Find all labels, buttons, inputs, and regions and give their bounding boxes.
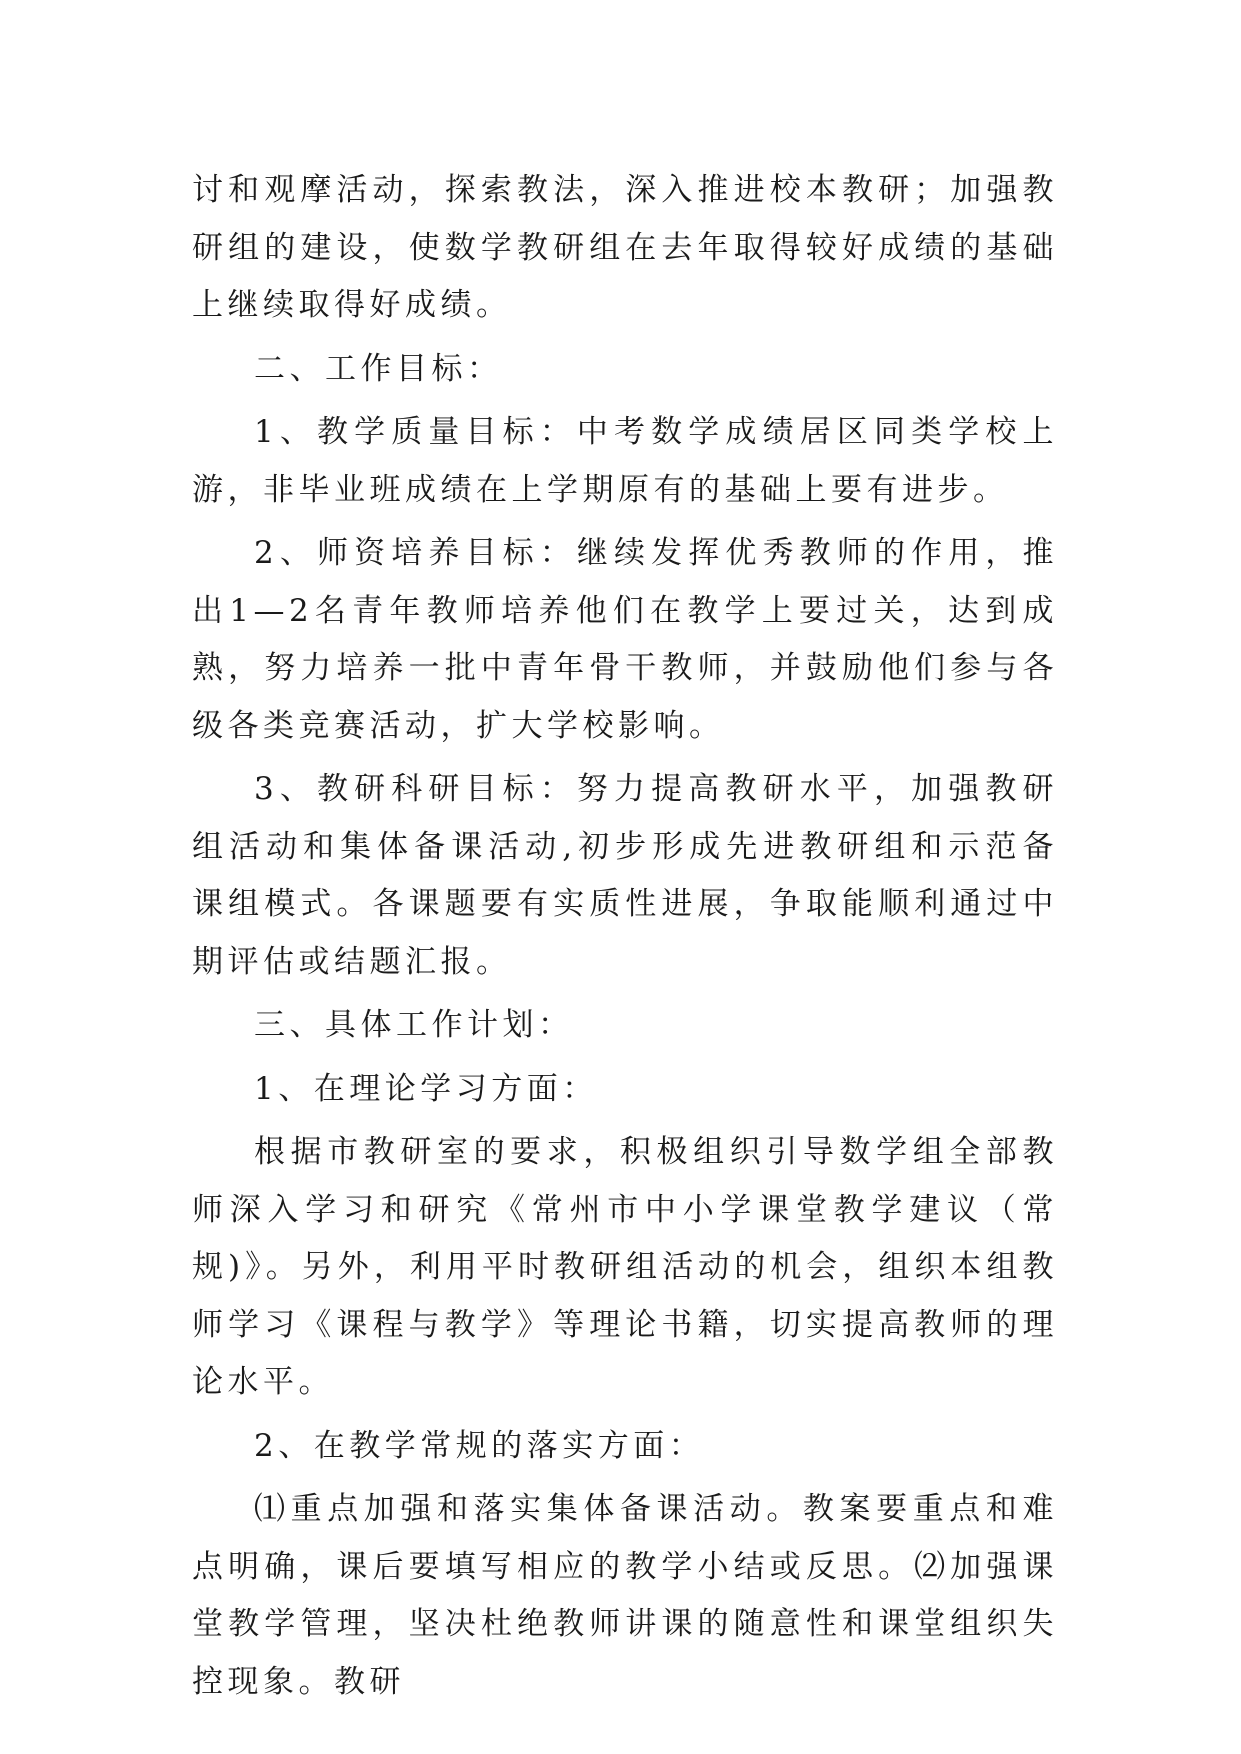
- paragraph-teaching-routine: ⑴重点加强和落实集体备课活动。教案要重点和难点明确，课后要填写相应的教学小结或反思。⑵加强课堂教学管理，坚决杜绝教师讲课的随意性和课堂组织失控现象。教研: [192, 1491, 1058, 1700]
- document-body: [192, 162, 1058, 1717]
- paragraph-teaching-quality-goal: 1、教学质量目标：中考数学成绩居区同类学校上游，非毕业班成绩在上学期原有的基础上要有进步。: [192, 414, 1058, 508]
- paragraph-teacher-training-goal: 2、师资培养目标：继续发挥优秀教师的作用，推出1—2名青年教师培养他们在教学上要过关，达到成熟，努力培养一批中青年骨干教师，并鼓励他们参与各级各类竞赛活动，扩大学校影响。: [192, 535, 1058, 744]
- paragraph-continued-intro: 讨和观摩活动，探索教法，深入推进校本教研；加强教研组的建设，使数学教研组在去年取得较好成绩的基础上继续取得好成绩。: [192, 172, 1058, 323]
- paragraph-research-goal: 3、教研科研目标：努力提高教研水平，加强教研组活动和集体备课活动,初步形成先进教研组和示范备课组模式。各课题要有实质性进展，争取能顺利通过中期评估或结题汇报。: [192, 771, 1058, 980]
- subheading-theory-study: 1、在理论学习方面：: [254, 1070, 598, 1107]
- subheading-teaching-routine: 2、在教学常规的落实方面：: [254, 1427, 705, 1464]
- heading-work-goals: 二、工作目标：: [254, 350, 503, 387]
- paragraph-theory-study: 根据市教研室的要求，积极组织引导数学组全部教师深入学习和研究《常州市中小学课堂教学建议（常规)》。另外，利用平时教研组活动的机会，组织本组教师学习《课程与教学》等理论书籍，切实提高教师的理论水平。: [192, 1134, 1058, 1400]
- heading-work-plan: 三、具体工作计划：: [254, 1007, 574, 1043]
